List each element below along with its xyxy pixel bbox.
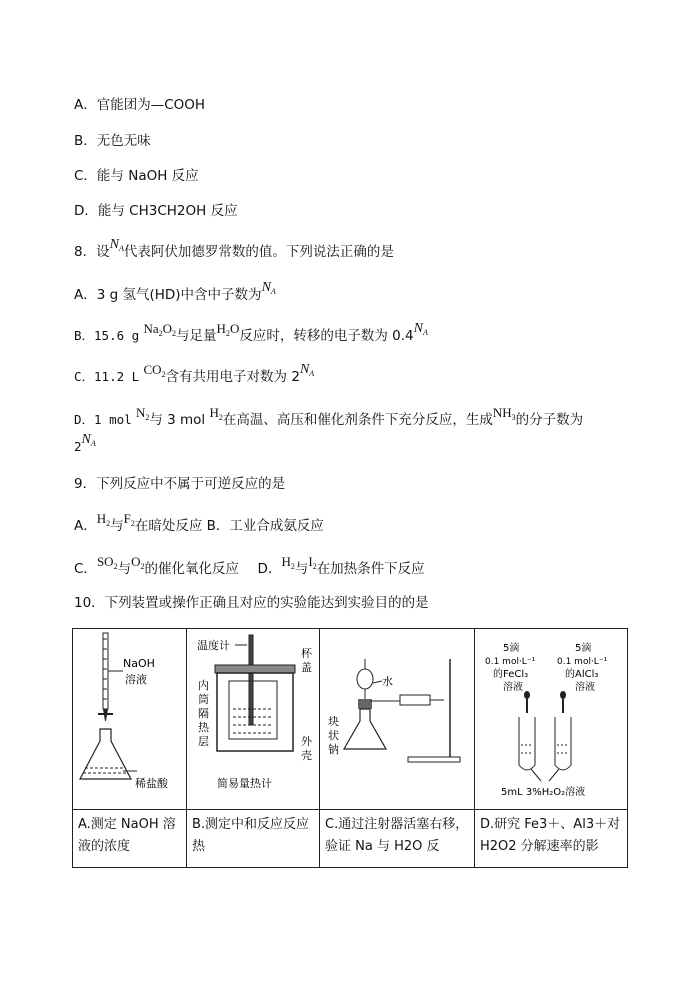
svg-text:水: 水 [382,675,393,688]
svg-text:外: 外 [301,735,312,748]
q9-stem: 9．下列反应中不属于可逆反应的是 [74,476,286,492]
svg-text:0.1 mol·L⁻¹: 0.1 mol·L⁻¹ [557,657,608,667]
svg-text:5滴: 5滴 [503,643,520,654]
na2o2-formula: $Na_2O_2$ [143,321,177,338]
q8-option-d: D．1 mol $N_2$与 3 mol $H_2$在高温、高压和催化剂条件下充分反应，生成$NH_3$的分子数为 [74,405,584,428]
titration-drawing [73,629,186,805]
svg-text:状: 状 [328,729,339,742]
figure-a-titration [73,629,187,810]
q8-option-d-cont: $2N_A$ [74,432,96,454]
svg-text:5mL 3%H₂O₂溶液: 5mL 3%H₂O₂溶液 [501,787,586,798]
q7-option-b: B．无色无味 [74,133,151,149]
sodium-water-drawing [320,629,474,805]
q10-stem: 10．下列装置或操作正确且对应的实验能达到实验目的的是 [74,595,429,611]
catalysis-drawing [475,629,627,805]
caption-c: C.通过注射器活塞右移，验证 Na 与 H2O 反 [320,810,475,868]
q8-option-b: B．15.6 g $Na_2O_2$与足量$H_2O$反应时，转移的电子数为 $0.4N_A$ [74,321,428,344]
calorimeter-drawing [187,629,319,805]
svg-text:简易量热计: 简易量热计 [217,777,272,790]
label-naoh: NaOH [123,657,155,670]
h2-formula: $H_2$ [209,405,223,422]
label-dilute-hcl: 稀盐酸 [135,777,168,790]
q8-option-c: C．11.2 L $CO_2$含有共用电子对数为 $2N_A$ [74,362,315,385]
label-solution: 溶液 [125,673,147,686]
na-symbol: $N_A$ [109,237,124,253]
svg-text:0.1 mol·L⁻¹: 0.1 mol·L⁻¹ [485,657,536,667]
svg-text:5滴: 5滴 [575,643,592,654]
figure-d-catalysis [475,629,628,810]
figure-b-calorimeter [187,629,320,810]
figure-c-sodium-water [320,629,475,810]
q8-option-a: A．3 g 氢气(HD)中含中子数为$N_A$ [74,280,276,303]
svg-text:溶液: 溶液 [503,682,523,693]
q9-options-cd: C．$SO_2$与$O_2$的催化氧化反应 D．$H_2$与$I_2$在加热条件下反应 [74,554,425,577]
caption-a: A.测定 NaOH 溶液的浓度 [73,810,187,868]
svg-text:的AlCl₃: 的AlCl₃ [565,669,599,680]
svg-text:的FeCl₃: 的FeCl₃ [493,669,529,680]
svg-text:层: 层 [198,735,209,748]
svg-text:热: 热 [198,721,209,734]
svg-text:壳: 壳 [301,749,312,762]
co2-formula: $CO_2$ [143,362,166,379]
nh3-formula: $NH_3$ [492,405,516,422]
svg-text:隔: 隔 [198,707,209,720]
q10-apparatus-table [72,628,628,868]
svg-text:盖: 盖 [301,661,312,674]
n2-formula: $N_2$ [135,405,150,422]
svg-text:杯: 杯 [301,647,312,660]
q7-option-a: A．官能团为—COOH [74,97,206,113]
svg-text:温度计: 温度计 [197,639,230,652]
svg-text:内: 内 [198,679,209,692]
q7-option-c: C．能与 NaOH 反应 [74,168,199,184]
svg-text:块: 块 [328,715,339,728]
h2o-formula: $H_2O$ [216,321,240,338]
svg-text:筒: 筒 [198,693,209,706]
svg-text:溶液: 溶液 [575,682,595,693]
caption-d: D.研究 Fe3＋、Al3＋对 H2O2 分解速率的影 [475,810,628,868]
q7-option-d: D．能与 CH3CH2OH 反应 [74,203,238,219]
caption-b: B.测定中和反应反应热 [187,810,320,868]
q8-stem: 8．设$N_A$代表阿伏加德罗常数的值。下列说法正确的是 [74,237,394,260]
q9-options-ab: A．$H_2$与$F_2$在暗处反应 B．工业合成氨反应 [74,511,324,534]
svg-text:钠: 钠 [328,743,339,756]
